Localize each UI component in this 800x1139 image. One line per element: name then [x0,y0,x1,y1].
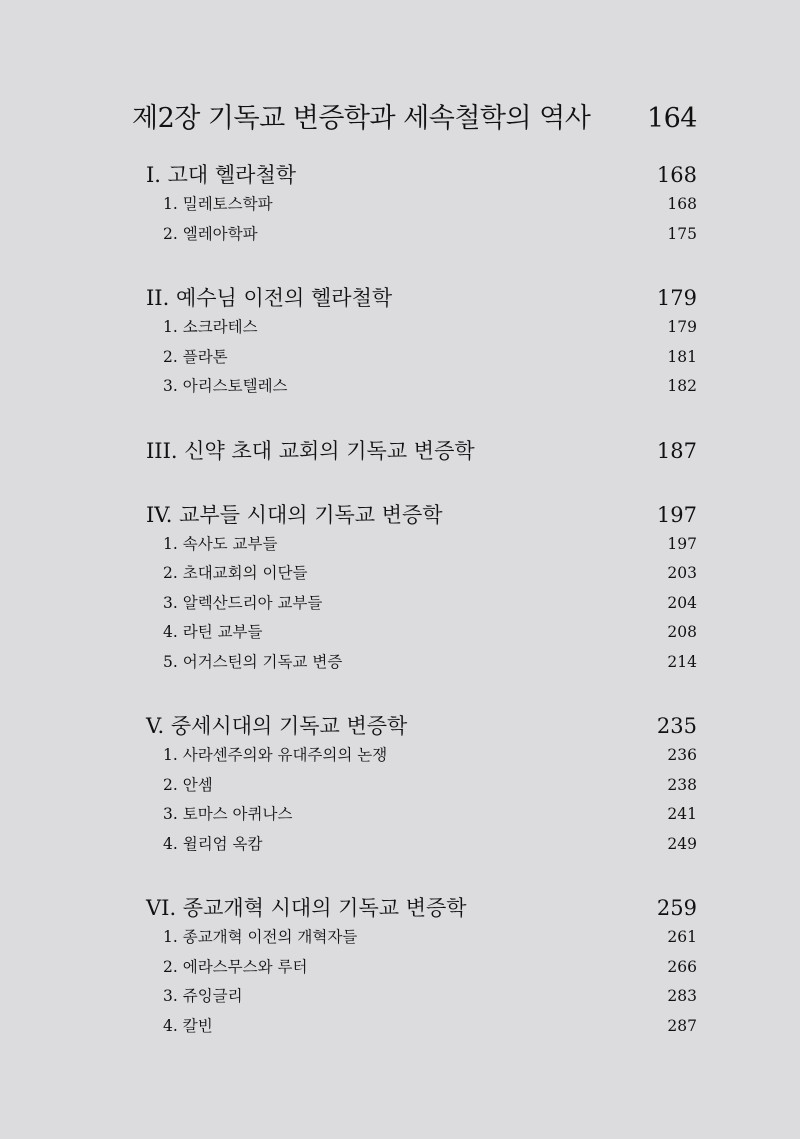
entry-page-number: 182 [667,377,697,395]
entry-label: 2. 에라스무스와 루터 [163,957,308,976]
section-page-number: 187 [656,438,697,463]
section-title: III. 신약 초대 교회의 기독교 변증학 [146,438,475,463]
toc-entry [146,800,697,830]
section-heading [146,711,697,741]
toc-entry [146,771,697,801]
entry-label: 4. 칼빈 [163,1016,213,1035]
section-title: I. 고대 헬라철학 [146,163,297,187]
toc-entry [146,559,697,589]
section-page-number: 259 [656,896,697,920]
toc-entry [146,830,697,860]
entry-page-number: 238 [667,775,697,794]
section-heading [146,500,697,530]
entry-page-number: 214 [667,652,697,671]
toc-section [146,283,697,402]
entry-label: 3. 아리스토텔레스 [163,377,288,395]
entry-page-number: 181 [667,347,697,366]
entry-page-number: 203 [667,564,697,582]
section-title: II. 예수님 이전의 헬라철학 [146,286,393,310]
entry-page-number: 287 [667,1016,697,1035]
toc-entry [146,530,697,560]
entry-label: 3. 쥬잉글리 [163,987,243,1005]
entry-label: 4. 라틴 교부들 [163,623,263,641]
toc-entry [146,220,697,250]
section-title: IV. 교부들 시대의 기독교 변증학 [146,502,443,527]
section-page-number: 168 [656,163,697,187]
toc-entry [146,1012,697,1042]
entry-label: 1. 밀레토스학파 [163,195,273,213]
entry-label: 2. 안셈 [163,775,213,794]
toc-entry [146,343,697,373]
entry-page-number: 197 [667,534,697,553]
toc-entry [146,741,697,771]
section-page-number: 197 [656,502,697,527]
toc-entry [146,953,697,983]
entry-label: 3. 알렉산드리아 교부들 [163,593,323,612]
section-title: VI. 종교개혁 시대의 기독교 변증학 [146,896,467,920]
entry-page-number: 179 [667,318,697,336]
entry-label: 1. 사라센주의와 유대주의의 논쟁 [163,746,388,764]
chapter-title: 제2장 기독교 변증학과 세속철학의 역사 [132,103,591,134]
entry-label: 5. 어거스틴의 기독교 변증 [163,652,343,671]
entry-page-number: 236 [667,746,697,764]
entry-page-number: 241 [667,805,697,823]
entry-page-number: 261 [667,928,697,946]
entry-page-number: 266 [667,957,697,976]
entry-page-number: 208 [667,623,697,641]
section-page-number: 235 [656,714,697,738]
toc-entry [146,589,697,619]
section-heading [146,893,697,923]
entry-label: 1. 속사도 교부들 [163,534,278,553]
entry-page-number: 168 [667,195,697,213]
toc-entry [146,923,697,953]
entry-page-number: 249 [667,834,697,853]
section-title: V. 중세시대의 기독교 변증학 [146,714,408,738]
entry-page-number: 175 [667,224,697,243]
toc-entry [146,190,697,220]
entry-label: 2. 엘레아학파 [163,224,258,243]
entry-label: 4. 윌리엄 옥캄 [163,834,263,853]
chapter-page: 164 [646,103,697,134]
entry-label: 3. 토마스 아퀴나스 [163,805,293,823]
toc-entry [146,648,697,678]
section-list [146,160,697,1075]
toc-entry [146,313,697,343]
entry-label: 1. 종교개혁 이전의 개혁자들 [163,928,358,946]
section-page-number: 179 [656,286,697,310]
entry-page-number: 204 [667,593,697,612]
toc-entry [146,372,697,402]
toc-section [146,711,697,859]
toc-section [146,500,697,678]
section-heading [146,436,697,466]
toc-entry [146,982,697,1012]
toc-section [146,893,697,1041]
toc-section [146,436,697,466]
entry-page-number: 283 [667,987,697,1005]
entry-label: 2. 플라톤 [163,347,228,366]
section-heading [146,283,697,313]
entry-label: 2. 초대교회의 이단들 [163,564,308,582]
toc-entry [146,618,697,648]
toc-section [146,160,697,249]
entry-label: 1. 소크라테스 [163,318,258,336]
chapter-heading [132,96,697,135]
section-heading [146,160,697,190]
